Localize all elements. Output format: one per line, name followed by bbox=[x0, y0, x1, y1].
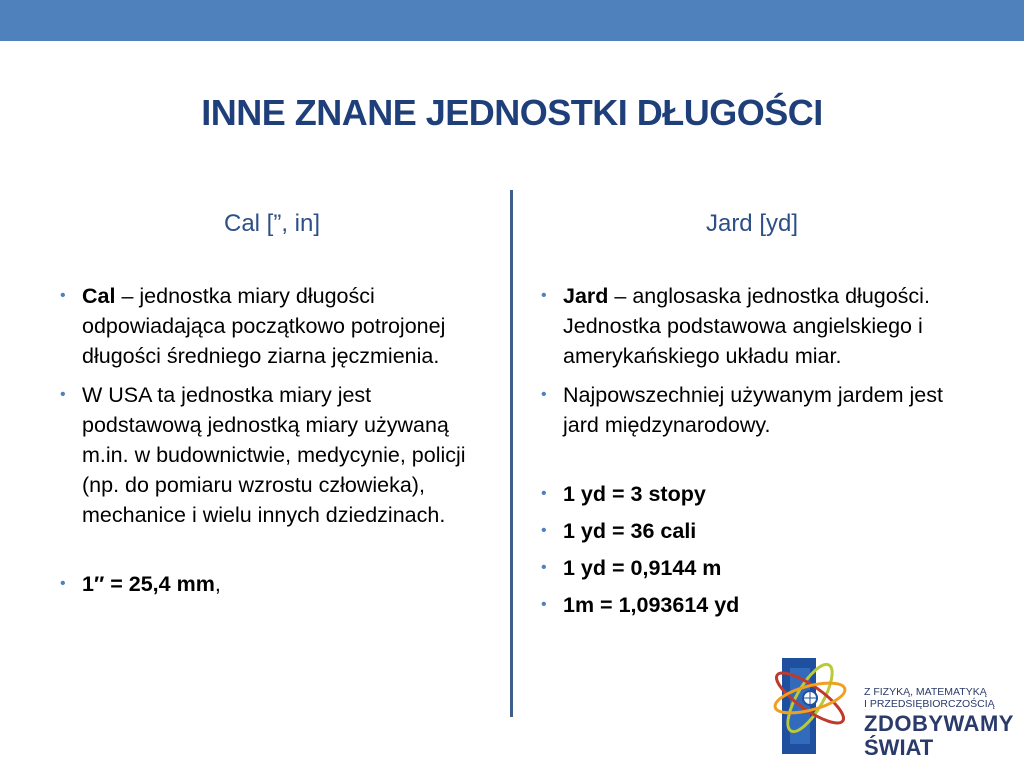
item-text: 1 yd = 0,9144 m bbox=[563, 556, 722, 580]
term-bold: 1″ = 25,4 mm bbox=[82, 572, 215, 596]
right-column-heading: Jard [yd] bbox=[705, 210, 799, 237]
bullet-icon: • bbox=[541, 596, 547, 613]
right-bullet-list bbox=[541, 281, 971, 620]
logo-word-zdobywamy: ZDOBYWAMY bbox=[864, 711, 1014, 736]
list-item bbox=[541, 590, 971, 620]
term-bold: Jard bbox=[563, 284, 609, 308]
bullet-icon: • bbox=[541, 287, 547, 304]
list-item bbox=[541, 380, 971, 440]
top-accent-bar bbox=[0, 0, 1024, 41]
item-text: , bbox=[214, 572, 221, 596]
logo-tagline bbox=[864, 686, 995, 710]
logo-tagline-line: I PRZEDSIĘBIORCZOŚCIĄ bbox=[864, 698, 995, 710]
list-item bbox=[541, 281, 971, 371]
item-text: W USA ta jednostka miary jest podstawową jednostką miary używaną m.in. w budownictwie, medycynie, policji (np. do pomiaru wzrostu człowieka), mechanice i wielu innych dziedzinach. bbox=[82, 383, 466, 527]
list-item bbox=[60, 281, 490, 371]
item-text: 1 yd = 3 stopy bbox=[563, 482, 706, 506]
bullet-icon: • bbox=[541, 559, 547, 576]
term-bold: Cal bbox=[82, 284, 116, 308]
item-text: – anglosaska jednostka długości. Jednostka podstawowa angielskiego i amerykańskiego układu miar. bbox=[563, 284, 930, 368]
bullet-icon: • bbox=[541, 485, 547, 502]
list-item bbox=[60, 380, 490, 530]
logo-word-swiat: ŚWIAT bbox=[864, 735, 934, 760]
list-item bbox=[541, 553, 971, 583]
left-column-heading: Cal [”, in] bbox=[223, 210, 321, 237]
bullet-icon: • bbox=[541, 522, 547, 539]
left-bullet-list bbox=[60, 281, 490, 599]
item-text: 1m = 1,093614 yd bbox=[563, 593, 740, 617]
bullet-icon: • bbox=[541, 386, 547, 403]
logo-tagline-line: Z FIZYKĄ, MATEMATYKĄ bbox=[864, 686, 987, 698]
slide-title: INNE ZNANE JEDNOSTKI DŁUGOŚCI bbox=[201, 92, 823, 133]
bullet-icon: • bbox=[60, 575, 66, 592]
list-item bbox=[541, 479, 971, 509]
bullet-icon: • bbox=[60, 386, 66, 403]
item-text: – jednostka miary długości odpowiadająca początkowo potrojonej długości średniego ziarna jęczmienia. bbox=[82, 284, 446, 368]
item-text: Najpowszechniej używanym jardem jest jard międzynarodowy. bbox=[563, 383, 943, 437]
bullet-icon: • bbox=[60, 287, 66, 304]
list-item bbox=[60, 569, 490, 599]
list-item bbox=[541, 516, 971, 546]
item-text: 1 yd = 36 cali bbox=[563, 519, 697, 543]
column-divider bbox=[510, 190, 513, 717]
